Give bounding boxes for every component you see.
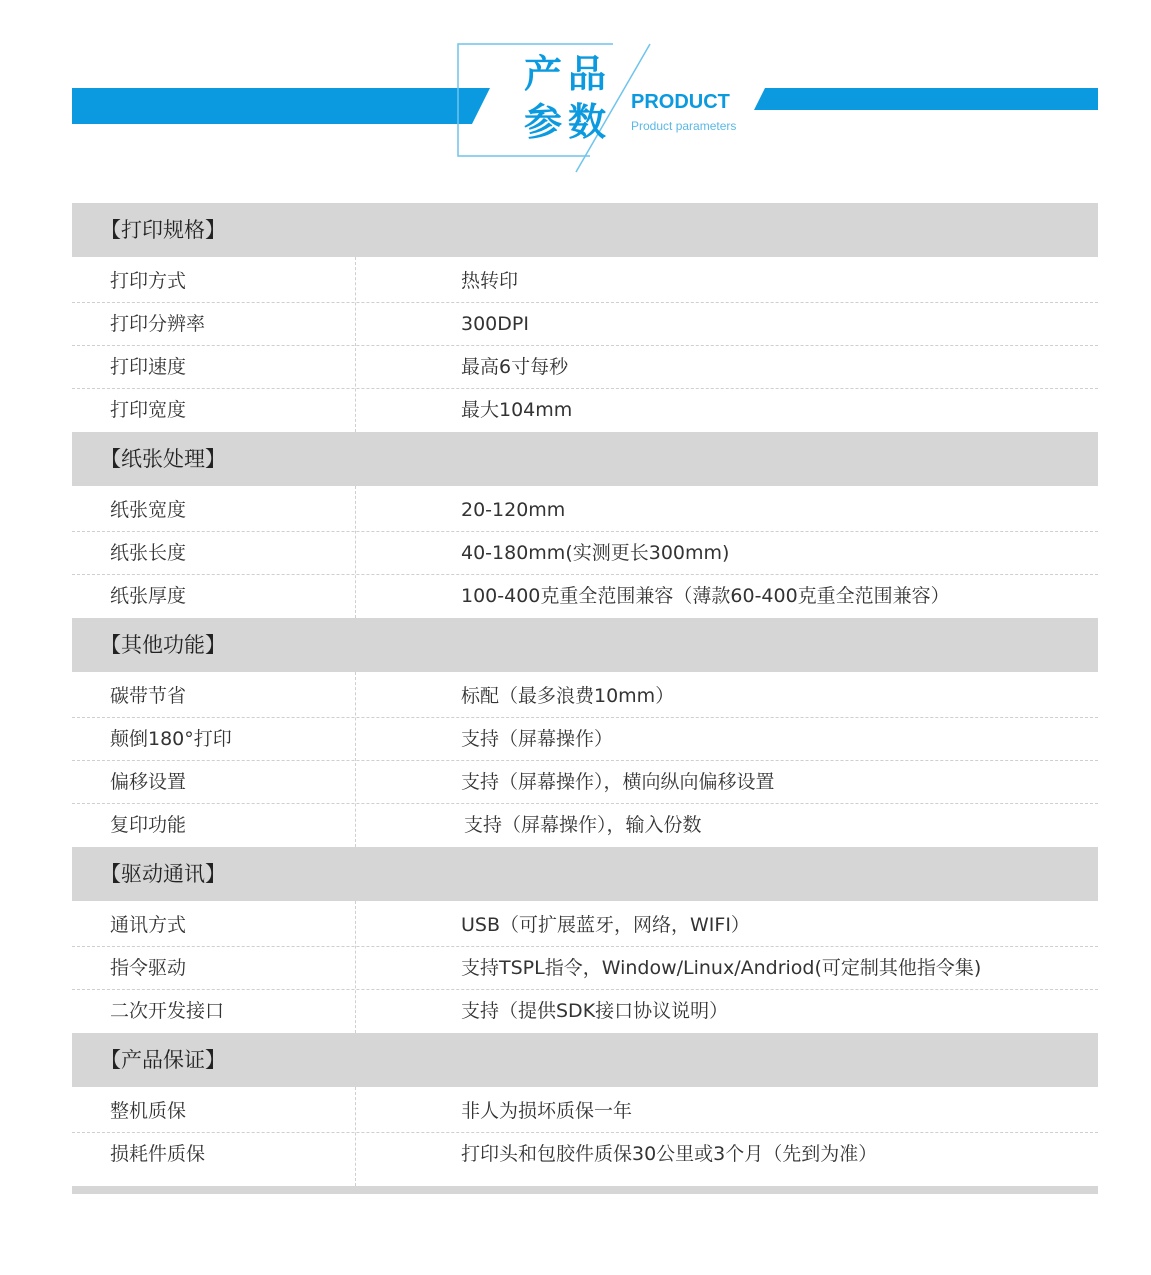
header-left-bar <box>72 88 490 124</box>
section-header-paper: 【纸张处理】 <box>72 432 1098 486</box>
section-header-driver: 【驱动通讯】 <box>72 847 1098 901</box>
row-value: 支持（屏幕操作），横向纵向偏移设置 <box>461 771 775 793</box>
table-row <box>72 532 1098 575</box>
table-row <box>72 1133 1098 1176</box>
section-rows-driver <box>72 901 1098 1033</box>
spec-table <box>72 203 1098 1194</box>
table-row <box>72 1090 1098 1133</box>
row-value: 热转印 <box>461 270 519 292</box>
table-row <box>72 575 1098 618</box>
table-row <box>72 389 1098 432</box>
row-label: 打印分辨率 <box>110 313 206 335</box>
row-label: 偏移设置 <box>110 771 187 793</box>
section-rows-warranty <box>72 1087 1098 1186</box>
table-row <box>72 260 1098 303</box>
table-row <box>72 718 1098 761</box>
table-row <box>72 904 1098 947</box>
section-header-other: 【其他功能】 <box>72 618 1098 672</box>
title-cn-line2: 参数 <box>524 100 613 144</box>
row-value: 支持（屏幕操作） <box>461 728 614 750</box>
table-row <box>72 990 1098 1033</box>
row-label: 复印功能 <box>110 814 187 836</box>
row-value: 300DPI <box>461 313 529 335</box>
table-row <box>72 675 1098 718</box>
title-cn-line1: 产品 <box>524 52 613 96</box>
table-row <box>72 303 1098 346</box>
section-rows-print <box>72 257 1098 432</box>
section-header-print: 【打印规格】 <box>72 203 1098 257</box>
row-value: 支持TSPL指令，Window/Linux/Andriod(可定制其他指令集) <box>461 957 982 979</box>
row-value: 40-180mm(实测更长300mm) <box>461 542 730 564</box>
row-value: 非人为损坏质保一年 <box>461 1100 633 1122</box>
row-value: 支持（提供SDK接口协议说明） <box>461 1000 729 1022</box>
row-value: 最大104mm <box>461 399 573 421</box>
row-label: 纸张厚度 <box>110 585 187 607</box>
row-label: 打印速度 <box>110 356 187 378</box>
row-label: 颠倒180°打印 <box>110 728 232 750</box>
row-label: 损耗件质保 <box>110 1143 206 1165</box>
table-row <box>72 346 1098 389</box>
section-rows-paper <box>72 486 1098 618</box>
row-value: USB（可扩展蓝牙，网络，WIFI） <box>461 914 750 936</box>
row-label: 打印方式 <box>110 270 187 292</box>
row-label: 打印宽度 <box>110 399 187 421</box>
row-label: 二次开发接口 <box>110 1000 225 1022</box>
row-label: 通讯方式 <box>110 914 187 936</box>
table-row <box>72 947 1098 990</box>
title-en: PRODUCT <box>631 91 730 113</box>
row-label: 纸张宽度 <box>110 499 187 521</box>
row-label: 整机质保 <box>110 1100 187 1122</box>
row-label: 碳带节省 <box>110 685 187 707</box>
row-value: 20-120mm <box>461 499 566 521</box>
row-value: 100-400克重全范围兼容（薄款60-400克重全范围兼容） <box>461 585 950 607</box>
row-value: 支持（屏幕操作），输入份数 <box>464 814 702 836</box>
row-value: 打印头和包胶件质保30公里或3个月（先到为准） <box>461 1143 878 1165</box>
table-row <box>72 804 1098 847</box>
section-header-warranty: 【产品保证】 <box>72 1033 1098 1087</box>
row-label: 纸张长度 <box>110 542 187 564</box>
header-right-bar <box>754 88 1098 110</box>
row-value: 最高6寸每秒 <box>461 356 569 378</box>
title-en-subtitle: Product parameters <box>631 119 737 133</box>
row-label: 指令驱动 <box>110 957 187 979</box>
row-value: 标配（最多浪费10mm） <box>461 685 675 707</box>
table-row <box>72 489 1098 532</box>
section-rows-other <box>72 672 1098 847</box>
page-header <box>0 0 1151 200</box>
table-row <box>72 761 1098 804</box>
table-bottom-bar <box>72 1186 1098 1194</box>
